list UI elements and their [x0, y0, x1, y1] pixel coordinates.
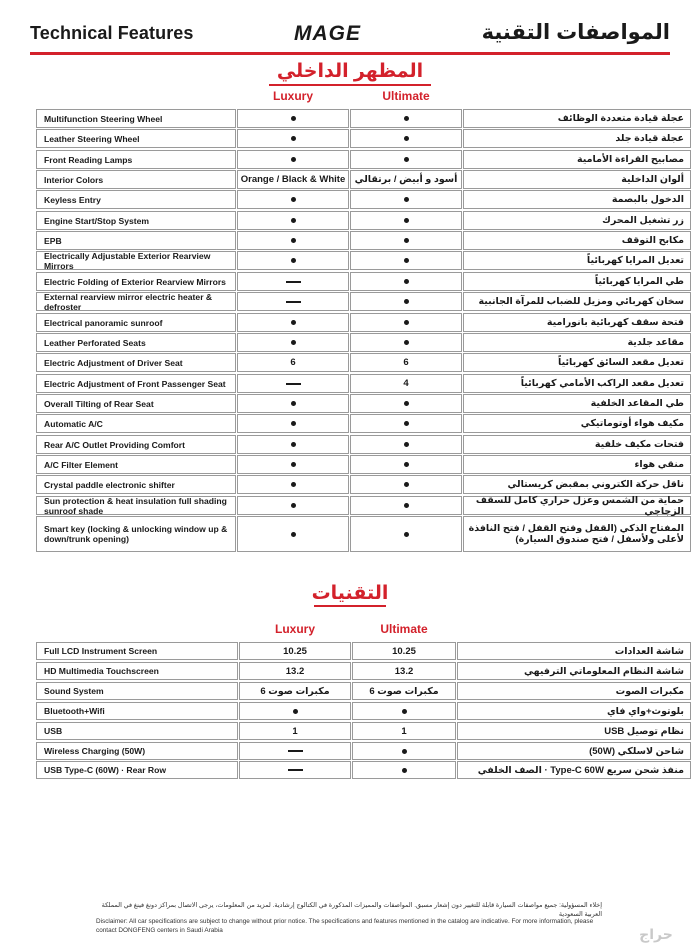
spec-name-en: USB Type-C (60W) · Rear Row: [36, 761, 238, 779]
spec-row: [36, 435, 691, 454]
spec-name-ar: المفتاح الذكي (القفل وفتح القفل / فتح النافذة لأعلى ولأسفل / فتح صندوق السيارة): [463, 516, 691, 552]
spec-row: [36, 170, 691, 189]
technology-section-title: التقنيات: [311, 583, 389, 604]
spec-row: [36, 374, 691, 393]
ultimate-value: [352, 702, 456, 720]
not-available-dash-icon: [286, 281, 301, 283]
spec-row: [36, 702, 691, 720]
spec-name-en: Multifunction Steering Wheel: [36, 109, 236, 128]
spec-name-ar: ناقل حركة الكتروني بمقبض كريستالي: [463, 475, 691, 494]
included-dot-icon: [404, 218, 409, 223]
not-available-dash-icon: [288, 769, 303, 771]
spec-name-ar: فتحة سقف كهربائية بانورامية: [463, 313, 691, 332]
spec-name-ar: مصابيح القراءة الأمامية: [463, 150, 691, 169]
luxury-value: [237, 150, 349, 169]
luxury-value: [237, 190, 349, 209]
luxury-value: [239, 702, 351, 720]
spec-name-en: Sun protection & heat insulation full shading sunroof shade: [36, 496, 236, 515]
spec-row: [36, 742, 691, 760]
spec-name-ar: ألوان الداخلية: [463, 170, 691, 189]
ultimate-value: 1: [352, 722, 456, 740]
spec-name-ar: طي المقاعد الخلفية: [463, 394, 691, 413]
brand-logo: MAGE: [294, 22, 361, 45]
interior-col-ultimate: Ultimate: [382, 89, 430, 103]
luxury-value: [237, 251, 349, 270]
spec-name-ar: بلوتوث+واي فاي: [457, 702, 691, 720]
ultimate-value: [350, 414, 462, 433]
ultimate-value: أسود و أبيض / برتقالي: [350, 170, 462, 189]
spec-row: [36, 722, 691, 740]
ultimate-value: [350, 292, 462, 311]
spec-name-en: USB: [36, 722, 238, 740]
spec-name-ar: منقي هواء: [463, 455, 691, 474]
luxury-value: [237, 496, 349, 515]
spec-name-en: Rear A/C Outlet Providing Comfort: [36, 435, 236, 454]
ultimate-value: [350, 496, 462, 515]
technology-col-ultimate: Ultimate: [380, 622, 428, 636]
not-available-dash-icon: [286, 301, 301, 303]
spec-row: [36, 682, 691, 700]
luxury-value: [237, 333, 349, 352]
luxury-value: 13.2: [239, 662, 351, 680]
ultimate-value: [350, 129, 462, 148]
ultimate-value: [350, 333, 462, 352]
spec-name-en: Front Reading Lamps: [36, 150, 236, 169]
spec-name-ar: مكبرات الصوت: [457, 682, 691, 700]
included-dot-icon: [404, 421, 409, 426]
spec-name-ar: تعديل المرايا كهربائياً: [463, 251, 691, 270]
included-dot-icon: [291, 197, 296, 202]
spec-name-en: Full LCD Instrument Screen: [36, 642, 238, 660]
included-dot-icon: [402, 749, 407, 754]
included-dot-icon: [291, 503, 296, 508]
interior-title-underline: [269, 84, 431, 86]
spec-name-ar: مكيف هواء أوتوماتيكي: [463, 414, 691, 433]
luxury-value: 1: [239, 722, 351, 740]
ultimate-value: 4: [350, 374, 462, 393]
spec-name-en: Leather Steering Wheel: [36, 129, 236, 148]
luxury-value: [237, 211, 349, 230]
ultimate-value: [350, 211, 462, 230]
spec-row: [36, 516, 691, 552]
ultimate-value: [352, 761, 456, 779]
spec-name-en: Interior Colors: [36, 170, 236, 189]
ultimate-value: [350, 455, 462, 474]
spec-row: [36, 190, 691, 209]
watermark: حراج: [639, 926, 673, 942]
page-header: [0, 0, 700, 56]
spec-name-ar: مقاعد جلدية: [463, 333, 691, 352]
ultimate-value: [350, 251, 462, 270]
included-dot-icon: [404, 157, 409, 162]
spec-row: [36, 455, 691, 474]
not-available-dash-icon: [286, 383, 301, 385]
spec-row: [36, 662, 691, 680]
spec-row: [36, 292, 691, 311]
included-dot-icon: [404, 136, 409, 141]
spec-row: [36, 761, 691, 779]
spec-name-en: Bluetooth+Wifi: [36, 702, 238, 720]
included-dot-icon: [402, 768, 407, 773]
included-dot-icon: [402, 709, 407, 714]
spec-name-en: External rearview mirror electric heater & defroster: [36, 292, 236, 311]
included-dot-icon: [404, 532, 409, 537]
luxury-value: [239, 742, 351, 760]
spec-name-ar: شاشة النظام المعلوماتي الترفيهي: [457, 662, 691, 680]
spec-name-en: Leather Perforated Seats: [36, 333, 236, 352]
included-dot-icon: [404, 299, 409, 304]
spec-row: [36, 496, 691, 515]
spec-name-en: Smart key (locking & unlocking window up & down/trunk opening): [36, 516, 236, 552]
spec-name-en: HD Multimedia Touchscreen: [36, 662, 238, 680]
included-dot-icon: [291, 532, 296, 537]
luxury-value: [237, 313, 349, 332]
header-divider: [30, 52, 670, 55]
spec-row: [36, 475, 691, 494]
ultimate-value: [350, 272, 462, 291]
spec-name-ar: نظام توصيل USB: [457, 722, 691, 740]
spec-name-ar: فتحات مكيف خلفية: [463, 435, 691, 454]
spec-row: [36, 313, 691, 332]
spec-name-en: Crystal paddle electronic shifter: [36, 475, 236, 494]
luxury-value: 6 مكبرات صوت: [239, 682, 351, 700]
ultimate-value: [350, 109, 462, 128]
included-dot-icon: [404, 482, 409, 487]
ultimate-value: [350, 231, 462, 250]
included-dot-icon: [291, 157, 296, 162]
included-dot-icon: [404, 197, 409, 202]
spec-name-ar: عجلة قيادة جلد: [463, 129, 691, 148]
included-dot-icon: [404, 340, 409, 345]
luxury-value: [237, 475, 349, 494]
luxury-value: [237, 272, 349, 291]
spec-row: [36, 642, 691, 660]
included-dot-icon: [293, 709, 298, 714]
included-dot-icon: [404, 258, 409, 263]
spec-name-en: Electric Adjustment of Driver Seat: [36, 353, 236, 372]
luxury-value: 10.25: [239, 642, 351, 660]
included-dot-icon: [291, 401, 296, 406]
luxury-value: [237, 231, 349, 250]
page-title-en: Technical Features: [30, 23, 194, 43]
spec-name-ar: تعديل مقعد السائق كهربائياً: [463, 353, 691, 372]
ultimate-value: 6 مكبرات صوت: [352, 682, 456, 700]
included-dot-icon: [291, 320, 296, 325]
included-dot-icon: [404, 442, 409, 447]
luxury-value: [237, 394, 349, 413]
spec-name-ar: طي المرايا كهربائياً: [463, 272, 691, 291]
spec-name-ar: حماية من الشمس وعزل حراري كامل للسقف الزجاجي: [463, 496, 691, 515]
spec-row: [36, 251, 691, 270]
ultimate-value: [350, 394, 462, 413]
ultimate-value: [350, 516, 462, 552]
included-dot-icon: [291, 116, 296, 121]
spec-name-en: Keyless Entry: [36, 190, 236, 209]
ultimate-value: 13.2: [352, 662, 456, 680]
spec-row: [36, 272, 691, 291]
spec-name-en: A/C Filter Element: [36, 455, 236, 474]
technology-col-luxury: Luxury: [274, 622, 315, 636]
luxury-value: [237, 516, 349, 552]
spec-name-en: EPB: [36, 231, 236, 250]
included-dot-icon: [291, 421, 296, 426]
spec-name-en: Overall Tilting of Rear Seat: [36, 394, 236, 413]
spec-name-en: Electrically Adjustable Exterior Rearview Mirrors: [36, 251, 236, 270]
ultimate-value: [350, 475, 462, 494]
not-available-dash-icon: [288, 750, 303, 752]
luxury-value: [237, 455, 349, 474]
spec-name-en: Electrical panoramic sunroof: [36, 313, 236, 332]
spec-name-en: Sound System: [36, 682, 238, 700]
spec-name-ar: شاحن لاسلكي (50W): [457, 742, 691, 760]
included-dot-icon: [291, 258, 296, 263]
ultimate-value: [350, 435, 462, 454]
included-dot-icon: [291, 482, 296, 487]
spec-name-ar: عجلة قيادة متعددة الوظائف: [463, 109, 691, 128]
included-dot-icon: [404, 401, 409, 406]
interior-section-title: المظهر الداخلي: [276, 61, 424, 82]
included-dot-icon: [291, 340, 296, 345]
spec-name-ar: شاشة العدادات: [457, 642, 691, 660]
spec-name-ar: سخان كهربائي ومزيل للضباب للمرآة الجانبية: [463, 292, 691, 311]
included-dot-icon: [291, 218, 296, 223]
included-dot-icon: [291, 238, 296, 243]
included-dot-icon: [404, 116, 409, 121]
spec-name-ar: تعديل مقعد الراكب الأمامي كهربائياً: [463, 374, 691, 393]
page-title-ar: المواصفات التقنية: [481, 21, 670, 44]
luxury-value: 6: [237, 353, 349, 372]
spec-name-en: Engine Start/Stop System: [36, 211, 236, 230]
luxury-value: [237, 414, 349, 433]
spec-name-ar: مكابح التوقف: [463, 231, 691, 250]
included-dot-icon: [404, 462, 409, 467]
luxury-value: [237, 435, 349, 454]
spec-row: [36, 109, 691, 128]
included-dot-icon: [404, 238, 409, 243]
spec-name-en: Electric Adjustment of Front Passenger Seat: [36, 374, 236, 393]
disclaimer-english: Disclaimer: All car specifications are subject to change without prior notice. The specifications and features mentioned in the catalog are indicative. For more information, please contact DONGFENG centers in Saudi Arabia: [96, 918, 594, 934]
spec-name-ar: زر تشغيل المحرك: [463, 211, 691, 230]
included-dot-icon: [291, 136, 296, 141]
included-dot-icon: [291, 462, 296, 467]
spec-name-ar: الدخول بالبصمة: [463, 190, 691, 209]
included-dot-icon: [404, 503, 409, 508]
luxury-value: [237, 292, 349, 311]
spec-row: [36, 211, 691, 230]
luxury-value: Orange / Black & White: [237, 170, 349, 189]
spec-row: [36, 394, 691, 413]
ultimate-value: [350, 190, 462, 209]
luxury-value: [237, 374, 349, 393]
spec-name-ar: منفذ شحن سريع Type-C 60W · الصف الخلفي: [457, 761, 691, 779]
luxury-value: [237, 109, 349, 128]
ultimate-value: 10.25: [352, 642, 456, 660]
spec-row: [36, 353, 691, 372]
ultimate-value: [352, 742, 456, 760]
ultimate-value: [350, 313, 462, 332]
included-dot-icon: [404, 320, 409, 325]
spec-row: [36, 414, 691, 433]
luxury-value: [237, 129, 349, 148]
spec-name-en: Wireless Charging (50W): [36, 742, 238, 760]
luxury-value: [239, 761, 351, 779]
disclaimer-arabic: إخلاء المسؤولية: جميع مواصفات السيارة قابلة للتغيير دون إشعار مسبق. المواصفات والمميزات المذكورة في الكتالوج إرشادية. لمزيد من المعلومات، يرجى الاتصال بمراكز دونغ فينغ في المملكة العربية السعودية: [101, 902, 602, 918]
included-dot-icon: [291, 442, 296, 447]
interior-col-luxury: Luxury: [272, 89, 313, 103]
spec-row: [36, 333, 691, 352]
technology-title-underline: [314, 605, 386, 607]
ultimate-value: [350, 150, 462, 169]
ultimate-value: 6: [350, 353, 462, 372]
spec-name-en: Automatic A/C: [36, 414, 236, 433]
spec-row: [36, 231, 691, 250]
spec-row: [36, 150, 691, 169]
spec-row: [36, 129, 691, 148]
included-dot-icon: [404, 279, 409, 284]
spec-name-en: Electric Folding of Exterior Rearview Mirrors: [36, 272, 236, 291]
